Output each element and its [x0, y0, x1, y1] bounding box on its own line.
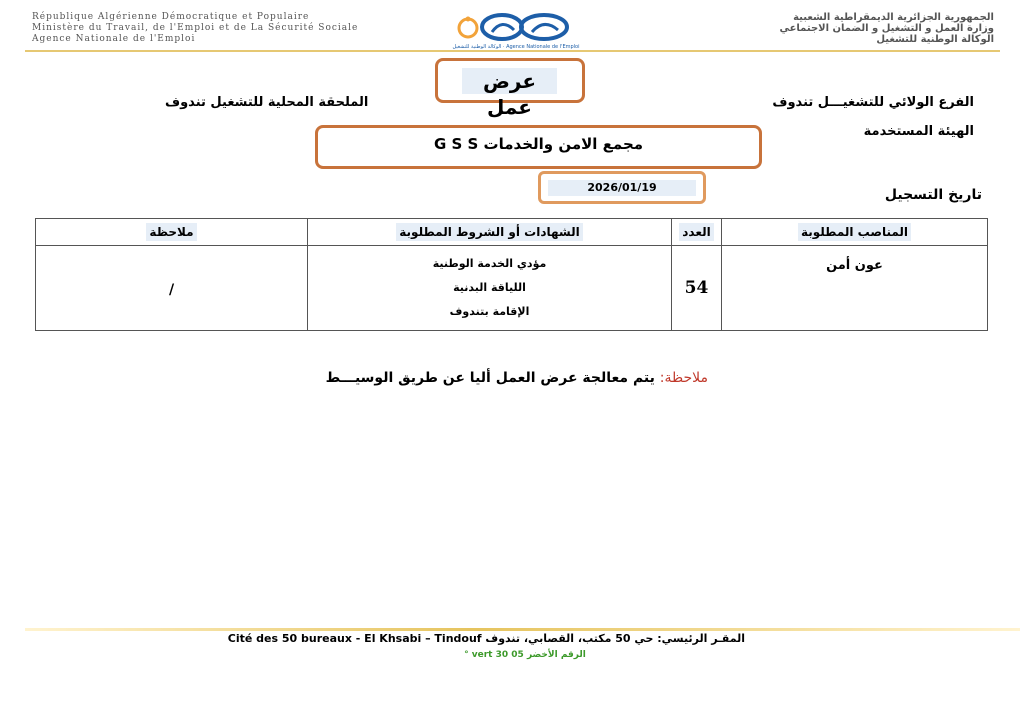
employer-name: مجمع الامن والخدمات G S S [433, 135, 644, 153]
header-positions-text: المناصب المطلوبة [798, 223, 911, 241]
cell-note [36, 246, 308, 331]
employer-label: الهيئة المستخدمة [863, 124, 974, 139]
header-count [672, 219, 722, 246]
condition-item: مؤدي الخدمة الوطنية [432, 257, 547, 270]
header-note [36, 219, 308, 246]
fr-header-line-2: Ministère du Travail, de l'Emploi et de La Sécurité Sociale [32, 23, 359, 33]
header-divider [25, 50, 1000, 52]
arabic-header [594, 12, 994, 45]
header-conditions [308, 219, 672, 246]
table-row [36, 246, 988, 331]
condition-item: الإقامة بتندوف [449, 305, 530, 318]
french-header [32, 12, 432, 45]
annex-label: الملحقة المحلية للتشغيل تندوف [165, 95, 369, 110]
branch-label: الفرع الولائي للتشغيـــل تندوف [772, 95, 974, 110]
remark-label: ملاحظة: [659, 370, 708, 386]
fr-header-line-1: République Algérienne Démocratique et Populaire [32, 12, 310, 22]
condition-item: اللياقة البدنية [453, 281, 526, 294]
job-position: عون أمن [826, 258, 883, 273]
ar-header-line-1: الجمهورية الجزائرية الديمقراطية الشعبية [793, 12, 994, 23]
table-header-row [36, 219, 988, 246]
job-offer-table [35, 218, 988, 331]
footer-divider [25, 628, 1020, 631]
job-note: / [168, 281, 175, 298]
ar-header-line-2: وزارة العمل و التشغيل و الضمان الاجتماعي [779, 23, 994, 34]
footer-address: المقـر الرئيسي: حي 50 مكتب، القصابي، تندوف Cité des 50 bureaux - El Khsabi – Tindouf [227, 632, 745, 645]
green-number: الرقم الأخضر 05 30 vert ° [464, 650, 586, 660]
header-note-text: ملاحظة [146, 223, 196, 241]
ar-header-line-3: الوكالة الوطنية للتشغيل [876, 34, 994, 45]
registration-date-label: تاريخ التسجيل [884, 187, 982, 203]
remark-text: يتم معالجة عرض العمل أليا عن طريق الوسيـــط [325, 370, 660, 386]
remark [325, 370, 708, 386]
cell-position [722, 246, 988, 331]
job-count: 54 [684, 278, 709, 298]
offer-title: عرض عمل [462, 68, 557, 94]
header-count-text: العدد [679, 223, 713, 241]
logo-caption: الوكالة الوطنية للتشغيل · Agence Nationale de l'Emploi [452, 44, 580, 50]
header-conditions-text: الشهادات أو الشروط المطلوبة [396, 223, 582, 241]
fr-header-line-3: Agence Nationale de l'Emploi [32, 34, 196, 44]
cell-conditions [308, 246, 672, 331]
registration-date: 2026/01/19 [548, 180, 696, 196]
header-positions [722, 219, 988, 246]
cell-count [672, 246, 722, 331]
